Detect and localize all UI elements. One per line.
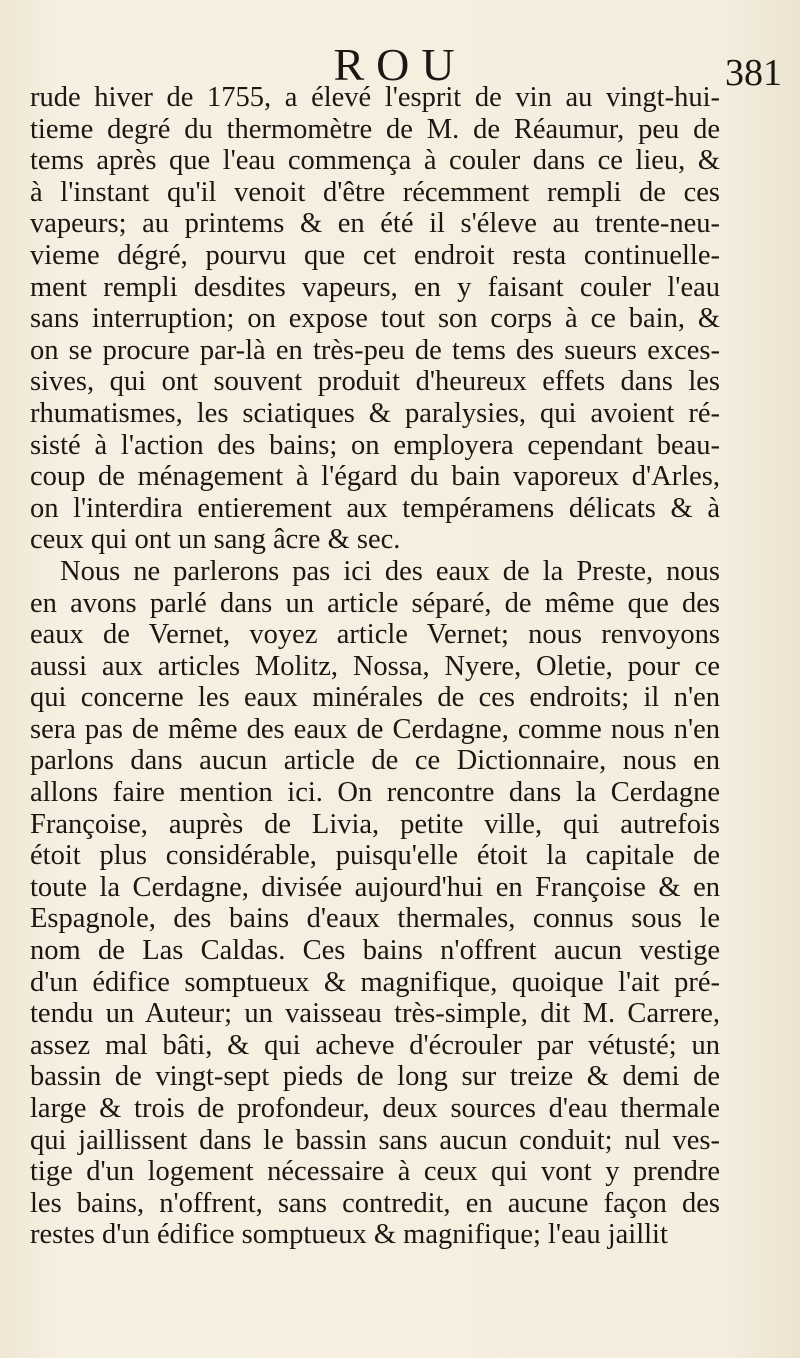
text-line: sans interruption; on expose tout son corps à ce bain, & [30, 303, 720, 335]
text-line: parlons dans aucun article de ce Dictionnaire, nous en [30, 745, 720, 777]
text-line: étoit plus considérable, puisqu'elle étoit la capitale de [30, 840, 720, 872]
text-line: aussi aux articles Molitz, Nossa, Nyere, Oletie, pour ce [30, 650, 720, 682]
text-line: allons faire mention ici. On rencontre dans la Cerdagne [30, 777, 720, 809]
text-line: toute la Cerdagne, divisée aujourd'hui en Françoise & en [30, 871, 720, 903]
text-line: ment rempli desdites vapeurs, en y faisant couler l'eau [30, 271, 720, 303]
text-line: rude hiver de 1755, a élevé l'esprit de vin au vingt-hui- [30, 82, 720, 113]
text-line: nom de Las Caldas. Ces bains n'offrent aucun vestige [30, 935, 720, 967]
running-head-title: ROU [333, 39, 467, 90]
text-line: coup de ménagement à l'égard du bain vaporeux d'Arles, [30, 461, 720, 493]
text-line: tige d'un logement nécessaire à ceux qui vont y prendre [30, 1156, 720, 1188]
text-line: on l'interdira entierement aux tempéramens délicats & à [30, 492, 720, 524]
text-line: tendu un Auteur; un vaisseau très-simple, dit M. Carrere, [30, 998, 720, 1030]
text-line: tems après que l'eau commença à couler dans ce lieu, & [30, 145, 720, 177]
body-text [30, 82, 720, 1251]
text-line: vapeurs; au printems & en été il s'éleve au trente-neu- [30, 208, 720, 240]
text-line: sisté à l'action des bains; on employera cependant beau- [30, 429, 720, 461]
text-line: eaux de Vernet, voyez article Vernet; nous renvoyons [30, 619, 720, 651]
text-line: rhumatismes, les sciatiques & paralysies, qui avoient ré- [30, 397, 720, 429]
text-line: Nous ne parlerons pas ici des eaux de la Preste, nous [60, 555, 720, 587]
text-line: bassin de vingt-sept pieds de long sur treize & demi de [30, 1061, 720, 1093]
text-line: restes d'un édifice somptueux & magnifique; l'eau jaillit [30, 1219, 668, 1251]
text-line: les bains, n'offrent, sans contredit, en aucune façon des [30, 1187, 720, 1219]
text-line: qui jaillissent dans le bassin sans aucun conduit; nul ves- [30, 1124, 720, 1156]
text-line: ceux qui ont un sang âcre & sec. [30, 524, 401, 556]
text-line: large & trois de profondeur, deux sources d'eau thermale [30, 1093, 720, 1124]
text-line: sives, qui ont souvent produit d'heureux effets dans les [30, 366, 720, 398]
text-line: en avons parlé dans un article séparé, de même que des [30, 587, 720, 619]
text-line: Françoise, auprès de Livia, petite ville, qui autrefois [30, 808, 720, 840]
text-line: sera pas de même des eaux de Cerdagne, comme nous n'en [30, 713, 720, 745]
text-line: à l'instant qu'il venoit d'être récemment rempli de ces [30, 176, 720, 208]
text-line: qui concerne les eaux minérales de ces endroits; il n'en [30, 682, 720, 714]
text-line: d'un édifice somptueux & magnifique, quoique l'ait pré- [30, 966, 720, 998]
text-line: tieme degré du thermomètre de M. de Réaumur, peu de [30, 113, 720, 145]
text-line: assez mal bâti, & qui acheve d'écrouler par vétusté; un [30, 1029, 720, 1061]
page-number: 381 [725, 52, 782, 94]
text-line: on se procure par-là en très-peu de tems des sueurs exces- [30, 334, 720, 366]
text-line: vieme dégré, pourvu que cet endroit resta continuelle- [30, 239, 720, 271]
text-line: Espagnole, des bains d'eaux thermales, connus sous le [30, 903, 720, 935]
